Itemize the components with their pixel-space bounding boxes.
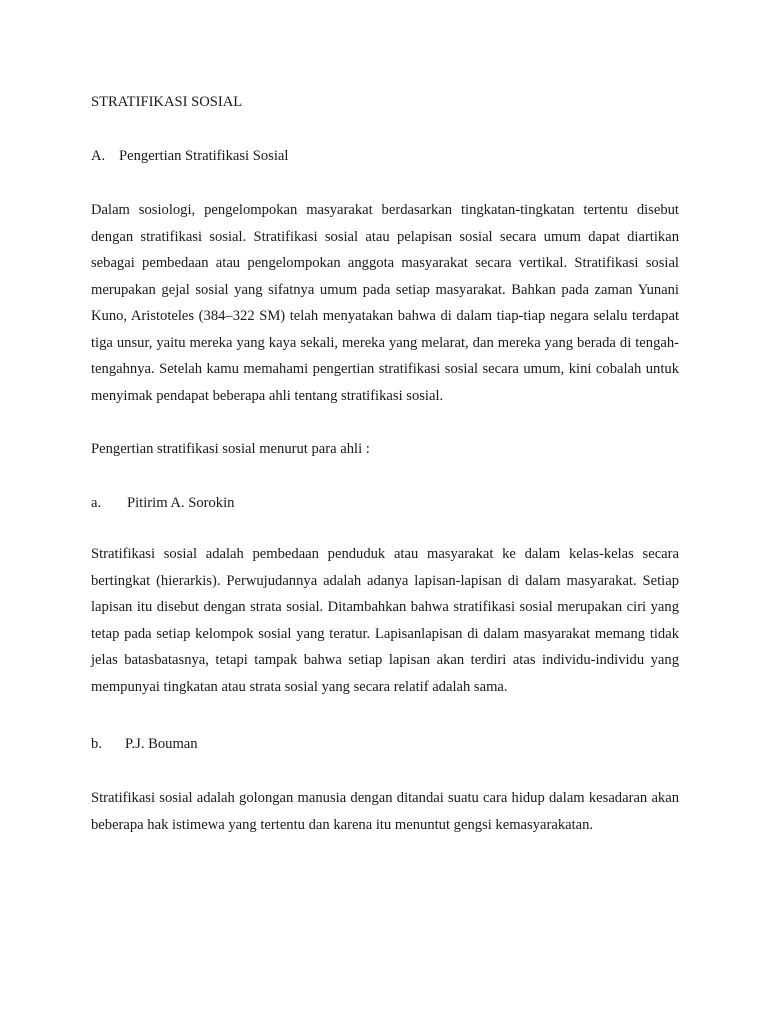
- experts-intro: Pengertian stratifikasi sosial menurut para ahli :: [91, 441, 370, 457]
- expert-a-heading: [91, 492, 679, 514]
- section-marker: A.: [91, 148, 106, 164]
- paragraph-definition: Dalam sosiologi, pengelompokan masyarakat berdasarkan tingkatan-tingkatan tertentu disebut dengan stratifikasi sosial. Stratifikasi sosial atau pelapisan sosial secara umum dapat diartikan sebagai pembedaan atau pengelompokan anggota masyarakat secara vertikal. Stratifikasi sosial merupakan gejal sosial yang sifatnya umum pada setiap masyarakat. Bahkan pada zaman Yunani Kuno, Aristoteles (384–322 SM) telah menyatakan bahwa di dalam tiap-tiap negara selalu terdapat tiga unsur, yaitu mereka yang kaya sekali, mereka yang melarat, dan mereka yang berada di tengah-tengahnya. Setelah kamu memahami pengertian stratifikasi sosial secara umum, kini cobalah untuk menyimak pendapat beberapa ahli tentang stratifikasi sosial.: [91, 202, 679, 404]
- expert-b-name: P.J. Bouman: [125, 736, 198, 752]
- expert-b-heading: [91, 733, 679, 755]
- document-title: STRATIFIKASI SOSIAL: [91, 94, 243, 110]
- expert-a-definition: Stratifikasi sosial adalah pembedaan penduduk atau masyarakat ke dalam kelas-kelas secara bertingkat (hierarkis). Perwujudannya adalah adanya lapisan-lapisan di dalam masyarakat. Setiap lapisan itu disebut dengan strata sosial. Ditambahkan bahwa stratifikasi sosial merupakan ciri yang tetap pada setiap kelompok sosial yang teratur. Lapisanlapisan di dalam masyarakat memang tidak jelas batasbatasnya, tetapi tampak bahwa setiap lapisan akan terdiri atas individu-individu yang mempunyai tingkatan atau strata sosial yang secara relatif adalah sama.: [91, 546, 679, 695]
- expert-b-marker: b.: [91, 736, 102, 752]
- expert-a-marker: a.: [91, 495, 102, 511]
- section-heading-text: Pengertian Stratifikasi Sosial: [119, 148, 289, 164]
- expert-b-definition: Stratifikasi sosial adalah golongan manusia dengan ditandai suatu cara hidup dalam kesadaran akan beberapa hak istimewa yang tertentu dan karena itu menuntut gengsi kemasyarakatan.: [91, 790, 679, 833]
- expert-a-name: Pitirim A. Sorokin: [127, 495, 235, 511]
- section-heading-a: [91, 145, 679, 167]
